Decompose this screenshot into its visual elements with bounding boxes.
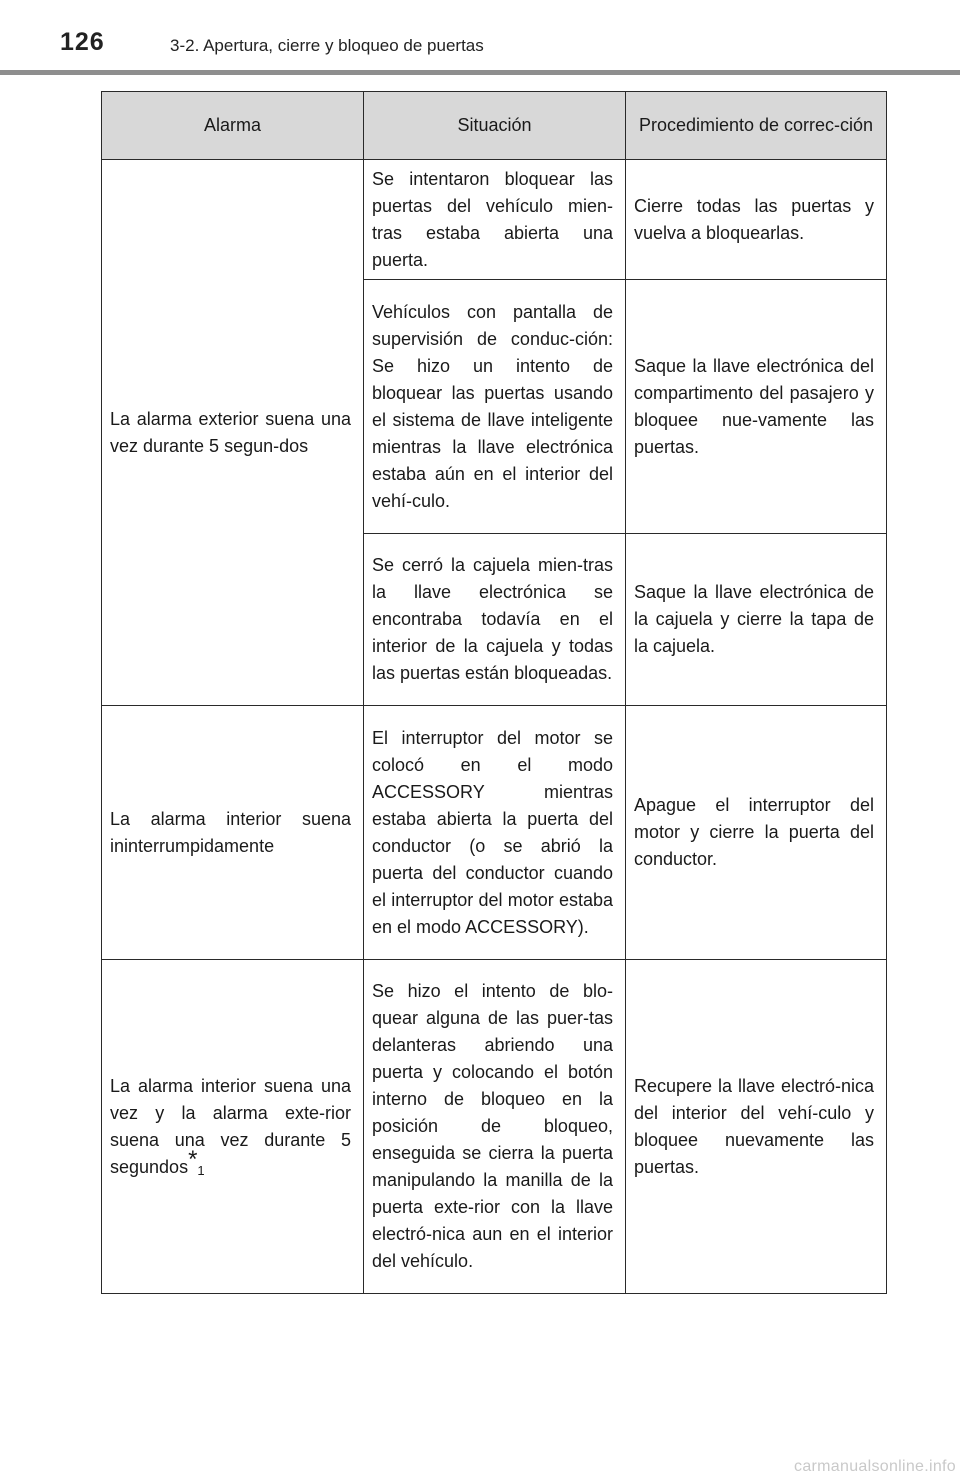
table-row xyxy=(102,960,887,1294)
column-header-alarm: Alarma xyxy=(102,92,364,160)
column-header-situation: Situación xyxy=(364,92,626,160)
table-row xyxy=(102,706,887,960)
alarm-cell: La alarma exterior suena una vez durante 5 segun-dos xyxy=(102,160,364,706)
footnote-asterisk: * xyxy=(188,1145,198,1173)
situation-cell: Se hizo el intento de blo-quear alguna de las puer-tas delanteras abriendo una puerta y colocando el botón interno de bloqueo en la posición de bloqueo, enseguida se cierra la puerta manipulando la manilla de la puerta exte-rior con la llave electró-nica aun en el interior del vehículo. xyxy=(364,960,626,1294)
column-header-procedure: Procedimiento de correc-ción xyxy=(626,92,887,160)
procedure-cell: Cierre todas las puertas y vuelva a bloquearlas. xyxy=(626,160,887,280)
header-divider xyxy=(0,70,960,75)
page-number: 126 xyxy=(60,28,105,56)
alarm-text: La alarma interior suena una vez y la alarma exte-rior suena una vez durante 5 segundos xyxy=(110,1075,351,1177)
alarm-cell xyxy=(102,960,364,1294)
alarm-cell: La alarma interior suena ininterrumpidamente xyxy=(102,706,364,960)
situation-cell: Vehículos con pantalla de supervisión de conduc-ción: Se hizo un intento de bloquear las puertas usando el sistema de llave inteligente mientras la llave electrónica estaba aún en el interior del vehí-culo. xyxy=(364,280,626,534)
procedure-cell: Recupere la llave electró-nica del interior del vehí-culo y bloquee nuevamente las puertas. xyxy=(626,960,887,1294)
watermark: carmanualsonline.info xyxy=(794,1458,956,1475)
procedure-cell: Saque la llave electrónica del compartimento del pasajero y bloquee nue-vamente las puertas. xyxy=(626,280,887,534)
section-title: 3-2. Apertura, cierre y bloqueo de puertas xyxy=(170,36,484,55)
table-row xyxy=(102,160,887,280)
procedure-cell: Saque la llave electrónica de la cajuela y cierre la tapa de la cajuela. xyxy=(626,534,887,706)
situation-cell: Se cerró la cajuela mien-tras la llave electrónica se encontraba todavía en el interior de la cajuela y todas las puertas están bloqueadas. xyxy=(364,534,626,706)
situation-cell: Se intentaron bloquear las puertas del vehículo mien-tras estaba abierta una puerta. xyxy=(364,160,626,280)
table-header-row xyxy=(102,92,887,160)
page-header xyxy=(0,0,960,78)
footnote-number: 1 xyxy=(197,1162,205,1178)
procedure-cell: Apague el interruptor del motor y cierre la puerta del conductor. xyxy=(626,706,887,960)
situation-cell: El interruptor del motor se colocó en el modo ACCESSORY mientras estaba abierta la puerta del conductor (o se abrió la puerta del conductor cuando el interruptor del motor estaba en el modo ACCESSORY). xyxy=(364,706,626,960)
alarm-table xyxy=(101,91,887,1294)
